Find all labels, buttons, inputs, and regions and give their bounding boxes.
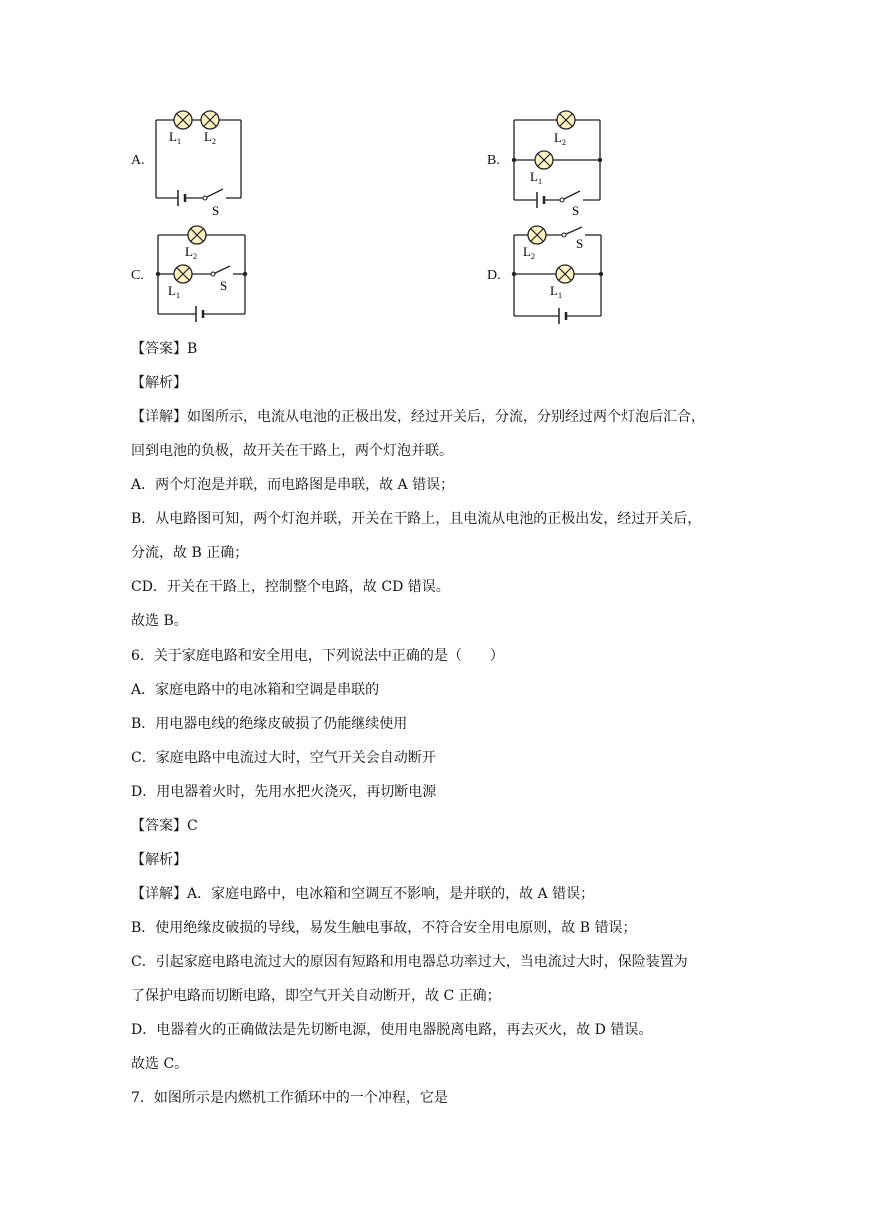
option-c-label: C. (131, 268, 144, 283)
label-l1: $L_1$ (530, 169, 542, 186)
q7-question: 7．如图所示是内燃机工作循环中的一个冲程，它是 (131, 1090, 448, 1106)
q6-option-b: B．用电器电线的绝缘皮破损了仍能继续使用 (131, 716, 408, 732)
circuit-diagram-c (150, 218, 250, 333)
bulb-l1-icon (556, 265, 574, 283)
q6-detail-a: 【详解】A．家庭电路中，电冰箱和空调互不影响，是并联的，故 A 错误； (131, 886, 595, 902)
label-l1: $L_1$ (168, 283, 180, 300)
label-l1: $L_1$ (169, 129, 181, 146)
q5-answer: 【答案】B (131, 341, 198, 357)
bulb-l2-icon (528, 226, 546, 244)
option-b-label: B. (487, 153, 500, 168)
q6-answer: 【答案】C (131, 818, 198, 834)
label-l2: $L_2$ (523, 244, 535, 261)
q5-choice: 故选 B。 (131, 613, 188, 629)
q5-analysis-heading: 【解析】 (131, 375, 187, 391)
circuit-diagram-d (506, 218, 606, 333)
q5-explain-b-line-2: 分流，故 B 正确； (131, 545, 249, 561)
bulb-l1-icon (174, 111, 192, 129)
q5-detail-line-2: 回到电池的负极，故开关在干路上，两个灯泡并联。 (131, 443, 453, 459)
label-l2: $L_2$ (204, 129, 216, 146)
q5-explain-cd: CD．开关在干路上，控制整个电路，故 CD 错误。 (131, 579, 450, 595)
bulb-l1-icon (174, 265, 192, 283)
label-l2: $L_2$ (554, 130, 566, 147)
q6-explain-c-line-1: C．引起家庭电路电流过大的原因有短路和用电器总功率过大，当电流过大时，保险装置为 (131, 954, 688, 970)
option-a-label: A. (131, 153, 145, 168)
bulb-l2-icon (188, 226, 206, 244)
q6-option-a: A．家庭电路中的电冰箱和空调是串联的 (131, 682, 380, 698)
q6-option-d: D．用电器着火时，先用水把火浇灭，再切断电源 (131, 784, 437, 800)
q5-detail-line-1: 【详解】如图所示，电流从电池的正极出发，经过开关后，分流，分别经过两个灯泡后汇合， (131, 409, 705, 425)
q5-explain-b-line-1: B．从电路图可知，两个灯泡并联，开关在干路上，且电流从电池的正极出发，经过开关后， (131, 511, 702, 527)
q6-explain-d: D．电器着火的正确做法是先切断电源，使用电器脱离电路，再去灭火，故 D 错误。 (131, 1022, 653, 1038)
bulb-l2-icon (557, 111, 575, 129)
q6-option-c: C．家庭电路中电流过大时，空气开关会自动断开 (131, 750, 436, 766)
label-l1: $L_1$ (550, 283, 562, 300)
label-switch: S (572, 203, 580, 218)
circuit-diagram-a (150, 103, 250, 218)
circuit-diagram-b (506, 103, 606, 218)
q5-explain-a: A．两个灯泡是并联，而电路图是串联，故 A 错误； (131, 477, 455, 493)
bulb-l2-icon (201, 111, 219, 129)
label-switch: S (220, 278, 228, 293)
q6-explain-b: B．使用绝缘皮破损的导线，易发生触电事故，不符合安全用电原则，故 B 错误； (131, 920, 637, 936)
label-switch: S (212, 203, 220, 218)
bulb-l1-icon (535, 151, 553, 169)
label-switch: S (576, 236, 584, 251)
q6-question: 6．关于家庭电路和安全用电，下列说法中正确的是（ ） (131, 648, 504, 664)
label-l2: $L_2$ (185, 244, 197, 261)
q6-choice: 故选 C。 (131, 1056, 189, 1072)
option-d-label: D. (487, 268, 501, 283)
q6-explain-c-line-2: 了保护电路而切断电路，即空气开关自动断开，故 C 正确； (131, 988, 501, 1004)
q6-analysis-heading: 【解析】 (131, 852, 187, 868)
